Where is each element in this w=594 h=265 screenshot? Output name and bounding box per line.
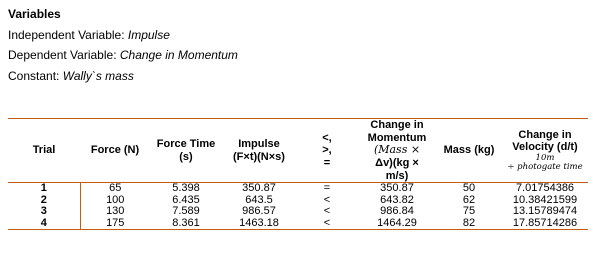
variables-heading: Variables [8,7,61,21]
cell-force: 100 [106,193,125,206]
header-force-time-line2: (s) [179,150,193,163]
header-velocity-line2: Velocity (d/t) [512,141,578,154]
independent-variable-line [8,29,238,50]
variables-section [8,8,238,90]
cell-trial: 3 [8,206,80,218]
cell-momentum: 643.82 [380,193,414,206]
header-sign-line3: = [323,156,331,169]
cell-velocity: 13.15789474 [512,205,578,218]
header-force-time-line1: Force Time [156,137,216,150]
header-momentum-line1: Change in [370,119,424,131]
cell-sign: < [323,193,331,206]
cell-mass: 75 [462,205,476,218]
header-comparison-sign [296,119,358,183]
constant-value: Wally`s mass [62,68,134,83]
cell-impulse: 350.87 [242,182,276,195]
cell-time: 7.589 [172,205,200,218]
table-row [8,206,588,218]
data-table [8,118,588,230]
header-sign-line1: <, [322,131,332,144]
cell-mass: 62 [462,193,476,206]
header-trial: Trial [8,119,80,183]
cell-trial: 1 [8,183,80,195]
header-momentum-line5: m/s) [385,169,409,182]
header-change-in-velocity [502,119,588,183]
header-mass: Mass (kg) [436,119,502,183]
header-momentum-line2: Momentum [367,131,427,144]
dependent-variable-value: Change in Momentum [119,48,238,62]
constant-line [8,70,238,91]
header-momentum-line4: Δv)(kg × [375,156,419,169]
cell-time: 5.398 [172,182,200,195]
table-row [8,218,588,230]
header-velocity-line1: Change in [518,128,572,141]
header-force: Force (N) [80,119,150,183]
cell-trial: 2 [8,195,80,207]
cell-momentum: 986.84 [380,205,414,218]
table-header-row [8,119,588,183]
independent-variable-value: Impulse [127,27,170,42]
cell-force: 130 [106,205,125,218]
cell-mass: 50 [462,182,476,195]
cell-velocity: 7.01754386 [515,182,575,195]
header-sign-line2: >, [322,144,332,157]
header-impulse-line1: Impulse [238,137,280,150]
dependent-variable-label: Dependent Variable: [8,48,120,62]
cell-velocity: 10.38421599 [512,193,578,206]
cell-momentum: 350.87 [380,182,414,195]
cell-force: 65 [109,182,122,195]
table-row [8,183,588,195]
header-velocity-formula-denominator: ÷ photogate time [507,162,583,173]
header-impulse-line2: (F×t)(N×s) [233,150,285,163]
constant-label: Constant: [8,68,63,83]
cell-impulse: 1463.18 [222,218,296,230]
cell-force: 175 [80,218,150,230]
header-impulse [222,119,296,183]
header-momentum-line3: (Mass × [373,143,421,157]
cell-sign: < [323,205,331,218]
cell-time: 6.435 [172,193,200,206]
cell-time: 8.361 [150,218,222,230]
cell-impulse: 986.57 [242,205,276,218]
header-force-time [150,119,222,183]
cell-trial: 4 [8,218,80,230]
dependent-variable-line [8,49,238,70]
table-row [8,195,588,207]
cell-sign: = [323,182,331,195]
cell-mass: 82 [436,218,502,230]
cell-velocity: 17.85714286 [502,218,588,230]
independent-variable-label: Independent Variable: [8,27,128,42]
header-change-in-momentum [358,119,436,183]
cell-momentum: 1464.29 [358,218,436,230]
header-velocity-formula-numerator: 10m [535,152,555,163]
cell-impulse: 643.5 [245,193,273,206]
cell-sign: < [296,218,358,230]
